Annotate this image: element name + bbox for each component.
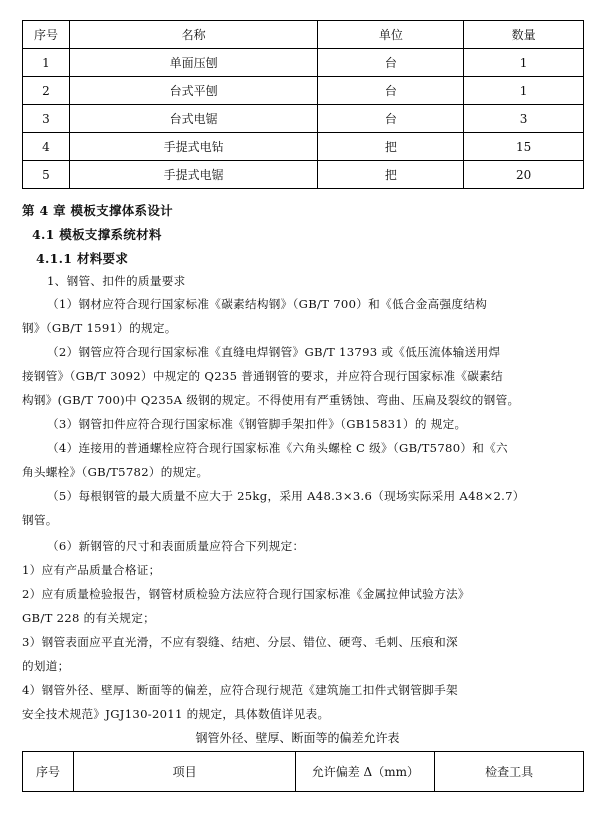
cell-index: 2 (23, 77, 70, 105)
cell-index: 3 (23, 105, 70, 133)
subsection-title: 4.1.1 材料要求 (36, 251, 129, 266)
cell-unit: 台 (318, 77, 464, 105)
paragraph-line: 1）应有产品质量合格证； (22, 563, 161, 577)
equipment-table (22, 20, 584, 189)
paragraph-line: （5）每根钢管的最大质量不应大于 25kg，采用 A48.3×3.6（现场实际采用 A48×2.7） (47, 489, 525, 503)
cell-index: 1 (23, 49, 70, 77)
cell-quantity: 1 (464, 49, 584, 77)
paragraph-line: GB/T 228 的有关规定； (22, 611, 155, 625)
paragraph-line: 钢管。 (22, 513, 58, 527)
cell-name: 台式电锯 (69, 105, 318, 133)
table-caption: 钢管外径、壁厚、断面等的偏差允许表 (195, 731, 400, 745)
cell-unit: 把 (318, 133, 464, 161)
header-name: 名称 (69, 21, 318, 49)
table-row (23, 49, 584, 77)
header-index: 序号 (23, 21, 70, 49)
table-row (23, 161, 584, 189)
paragraph-line: 安全技术规范》JGJ130-2011 的规定，具体数值详见表。 (22, 707, 330, 721)
tolerance-table (22, 751, 584, 792)
section-title: 4.1 模板支撑系统材料 (32, 227, 162, 242)
paragraph-line: 2）应有质量检验报告，钢管材质检验方法应符合现行国家标准《金属拉伸试验方法》 (22, 587, 470, 601)
cell-quantity: 15 (464, 133, 584, 161)
header-unit: 单位 (318, 21, 464, 49)
paragraph-line: （3）钢管扣件应符合现行国家标准《钢管脚手架扣件》（GB15831）的 规定。 (47, 417, 467, 431)
cell-quantity: 3 (464, 105, 584, 133)
header-quantity: 数量 (464, 21, 584, 49)
header-tolerance: 允许偏差 Δ（mm） (296, 752, 435, 792)
table-row (23, 133, 584, 161)
paragraph-line: （4）连接用的普通螺栓应符合现行国家标准《六角头螺栓 C 级》（GB/T5780）和《六 (47, 441, 508, 455)
paragraph-line: 4）钢管外径、壁厚、断面等的偏差，应符合现行规范《建筑施工扣件式钢管脚手架 (22, 683, 458, 697)
chapter-title: 第 4 章 模板支撑体系设计 (22, 203, 173, 218)
header-item: 项目 (73, 752, 296, 792)
paragraph-line: 角头螺栓》（GB/T5782）的规定。 (22, 465, 209, 479)
paragraph-line: 构钢》(GB/T 700)中 Q235A 级钢的规定。不得使用有严重锈蚀、弯曲、压扁及裂纹的钢管。 (22, 393, 520, 407)
paragraph-line: 钢》（GB/T 1591）的规定。 (22, 321, 177, 335)
paragraph-line: 3）钢管表面应平直光滑，不应有裂缝、结疤、分层、错位、硬弯、毛刺、压痕和深 (22, 635, 458, 649)
cell-name: 台式平刨 (69, 77, 318, 105)
header-inspection-tool: 检查工具 (435, 752, 584, 792)
table-row (23, 77, 584, 105)
paragraph-line: （2）钢管应符合现行国家标准《直缝电焊钢管》GB/T 13793 或《低压流体输送用焊 (47, 345, 501, 359)
paragraph: 1、钢管、扣件的质量要求 (47, 274, 186, 288)
cell-index: 4 (23, 133, 70, 161)
cell-unit: 台 (318, 105, 464, 133)
cell-name: 手提式电钻 (69, 133, 318, 161)
cell-unit: 把 (318, 161, 464, 189)
table-header-row (23, 752, 584, 792)
paragraph-line: 的划道； (22, 659, 70, 673)
cell-name: 手提式电锯 (69, 161, 318, 189)
cell-unit: 台 (318, 49, 464, 77)
table-row (23, 105, 584, 133)
paragraph-line: 接钢管》（GB/T 3092）中规定的 Q235 普通钢管的要求，并应符合现行国家标准《碳素结 (22, 369, 503, 383)
cell-quantity: 20 (464, 161, 584, 189)
table-header-row (23, 21, 584, 49)
cell-index: 5 (23, 161, 70, 189)
header-index: 序号 (23, 752, 74, 792)
paragraph-line: （1）钢材应符合现行国家标准《碳素结构钢》（GB/T 700）和《低合金高强度结构 (47, 297, 488, 311)
cell-name: 单面压刨 (69, 49, 318, 77)
paragraph-line: （6）新钢管的尺寸和表面质量应符合下列规定： (47, 539, 305, 553)
cell-quantity: 1 (464, 77, 584, 105)
